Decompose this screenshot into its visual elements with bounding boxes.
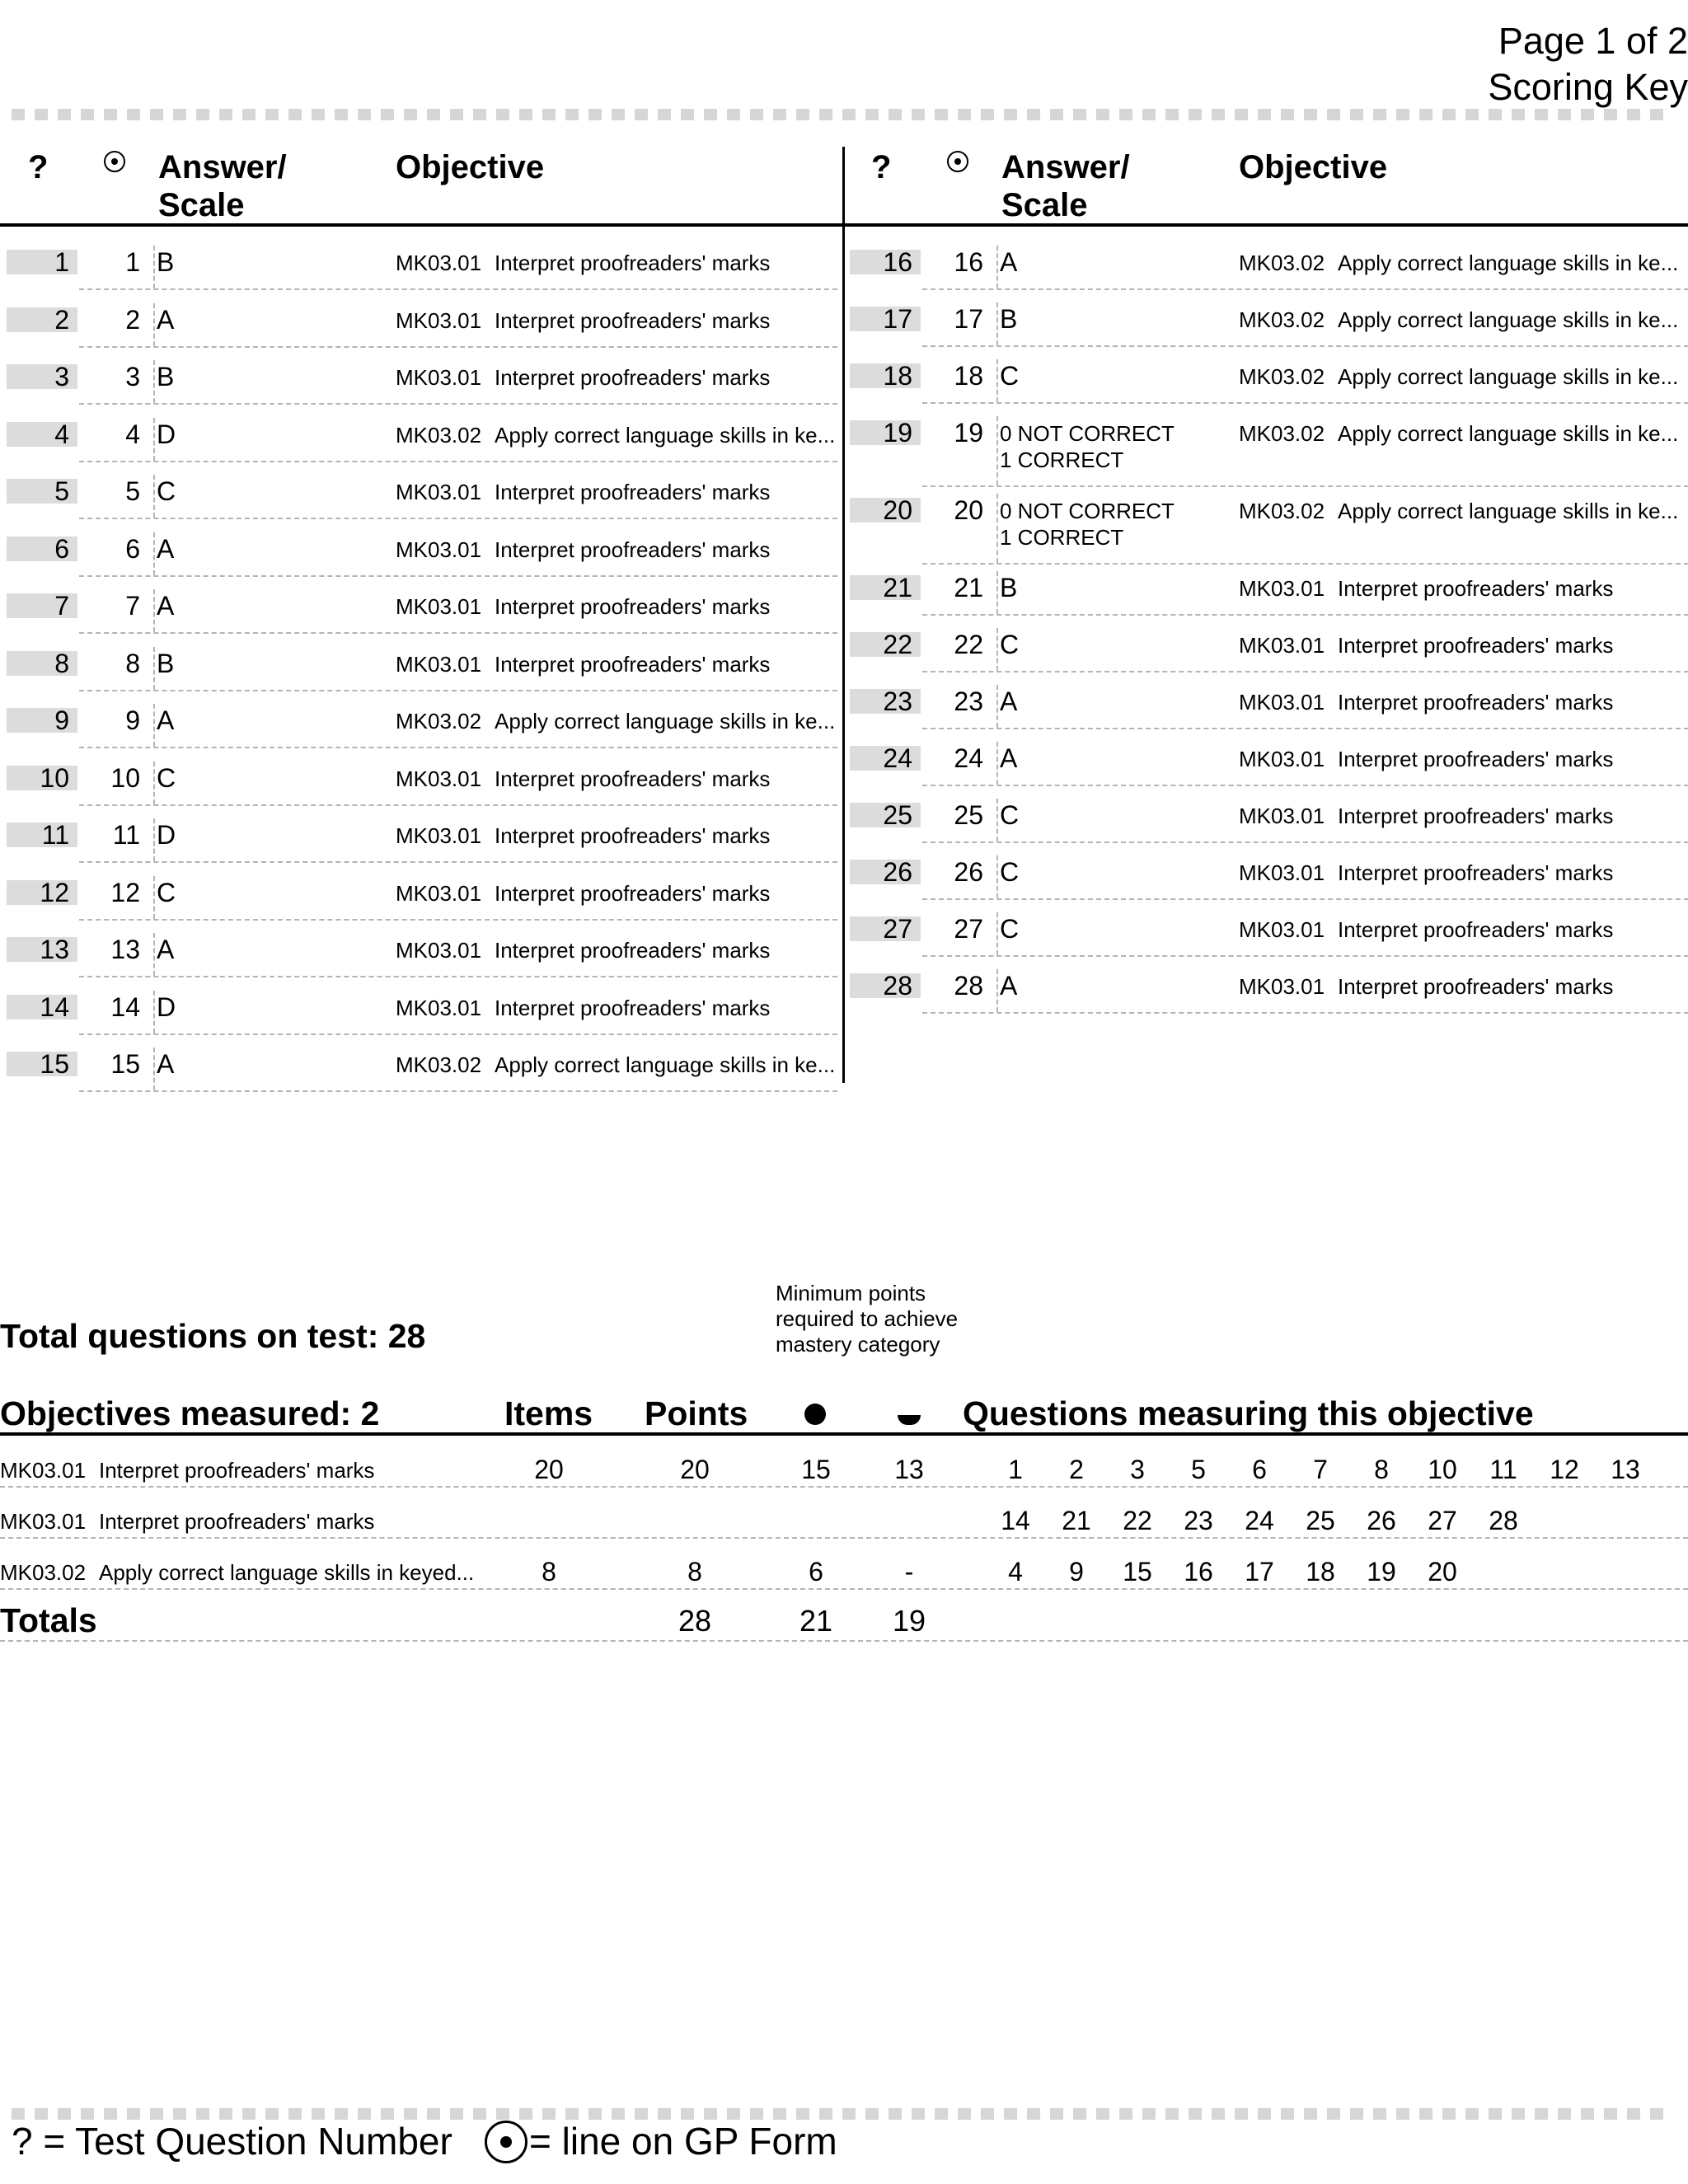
row-divider xyxy=(79,919,837,921)
radio-line-icon xyxy=(947,151,968,172)
question-number: 8 xyxy=(7,651,77,676)
answer-divider xyxy=(153,876,155,919)
summary-question-number: 2 xyxy=(1069,1455,1084,1484)
row-divider xyxy=(79,1090,837,1092)
gp-line-number: 1 xyxy=(125,247,140,277)
question-number: 28 xyxy=(850,973,921,998)
question-number: 27 xyxy=(850,916,921,941)
question-number: 13 xyxy=(7,937,77,962)
objective-description: Interpret proofreaders' marks xyxy=(495,594,771,619)
summary-items: 8 xyxy=(542,1557,556,1586)
answer-scale: D xyxy=(157,991,176,1022)
objective-description: Interpret proofreaders' marks xyxy=(1338,576,1614,601)
gp-line-number: 9 xyxy=(125,705,140,735)
question-number: 17 xyxy=(850,307,921,331)
row-divider xyxy=(79,976,837,977)
row-divider xyxy=(922,955,1688,957)
question-number: 18 xyxy=(850,363,921,388)
objective-code: MK03.01 xyxy=(1239,974,1325,999)
objective-code: MK03.01 xyxy=(1239,633,1325,658)
gp-line-number: 28 xyxy=(954,971,983,1001)
gp-line-number: 17 xyxy=(954,304,983,334)
objective-code: MK03.02 xyxy=(396,1052,482,1077)
row-divider xyxy=(922,485,1688,487)
question-number: 6 xyxy=(7,537,77,561)
answer-divider xyxy=(153,818,155,861)
objective-code: MK03.01 xyxy=(1239,576,1325,601)
summary-mastery: 15 xyxy=(801,1455,831,1484)
objective-code: MK03.01 xyxy=(396,880,482,906)
objective-description: Interpret proofreaders' marks xyxy=(495,938,771,963)
answer-scale: A xyxy=(157,533,175,564)
answer-divider xyxy=(996,416,998,485)
gp-line-number: 3 xyxy=(125,362,140,391)
summary-objective-description: Interpret proofreaders' marks xyxy=(99,1509,375,1534)
summary-question-number: 22 xyxy=(1123,1506,1152,1535)
objective-code: MK03.01 xyxy=(396,651,482,677)
gp-line-number: 13 xyxy=(110,935,140,964)
row-divider xyxy=(79,861,837,863)
row-divider xyxy=(922,841,1688,843)
summary-items: 20 xyxy=(534,1455,564,1484)
objective-description: Interpret proofreaders' marks xyxy=(495,823,771,848)
objective-description: Interpret proofreaders' marks xyxy=(495,766,771,791)
answer-scale: A xyxy=(157,935,175,964)
min-points-line2: required to achieve xyxy=(776,1306,959,1331)
objective-code: MK03.02 xyxy=(1239,251,1325,275)
objective-code: MK03.02 xyxy=(396,422,482,448)
question-number: 5 xyxy=(7,479,77,504)
objective-code: MK03.01 xyxy=(396,537,482,562)
summary-question-number: 6 xyxy=(1252,1455,1267,1484)
row-divider xyxy=(79,804,837,806)
question-number: 14 xyxy=(7,995,77,1019)
question-number: 22 xyxy=(850,632,921,657)
objective-description: Interpret proofreaders' marks xyxy=(1338,974,1614,999)
summary-question-number: 24 xyxy=(1245,1506,1274,1535)
question-number: 21 xyxy=(850,575,921,600)
row-divider xyxy=(79,461,837,462)
question-number: 23 xyxy=(850,689,921,714)
col-answer-left xyxy=(158,148,287,224)
summary-question-number: 21 xyxy=(1062,1506,1091,1535)
objective-description: Apply correct language skills in ke... xyxy=(495,422,836,448)
answer-divider xyxy=(153,1047,155,1090)
objective-code: MK03.02 xyxy=(1239,499,1325,523)
gp-line-number: 20 xyxy=(954,495,983,525)
column-divider xyxy=(842,147,845,1083)
answer-divider xyxy=(996,742,998,785)
summary-question-number: 1 xyxy=(1008,1455,1023,1484)
row-divider xyxy=(922,288,1688,290)
summary-question-number: 25 xyxy=(1306,1506,1335,1535)
answer-scale: C xyxy=(1000,857,1020,887)
question-number: 19 xyxy=(850,420,921,445)
summary-partial: 13 xyxy=(894,1455,924,1484)
answer-scale: B xyxy=(157,247,175,277)
objective-description: Interpret proofreaders' marks xyxy=(1338,804,1614,828)
answer-divider xyxy=(996,571,998,614)
summary-question-number: 18 xyxy=(1306,1557,1335,1586)
answer-scale: A xyxy=(157,1049,175,1079)
objective-description: Interpret proofreaders' marks xyxy=(495,307,771,333)
summary-objective-description: Interpret proofreaders' marks xyxy=(99,1458,375,1483)
gp-line-number: 25 xyxy=(954,800,983,830)
answer-scale: C xyxy=(157,476,176,506)
objective-description: Interpret proofreaders' marks xyxy=(1338,633,1614,658)
objective-code: MK03.02 xyxy=(1239,364,1325,389)
objective-code: MK03.01 xyxy=(1239,690,1325,715)
mastery-dot-icon xyxy=(804,1404,826,1425)
summary-mastery: 6 xyxy=(809,1557,823,1586)
col-q-right: ? xyxy=(871,149,892,185)
summary-question-number: 19 xyxy=(1367,1557,1396,1586)
totals-underline xyxy=(0,1640,1688,1642)
answer-divider xyxy=(996,359,998,402)
gp-line-number: 15 xyxy=(110,1049,140,1079)
totals-partial: 19 xyxy=(892,1604,926,1638)
objective-description: Apply correct language skills in ke... xyxy=(495,709,836,733)
summary-question-number: 3 xyxy=(1130,1455,1145,1484)
summary-question-number: 16 xyxy=(1184,1557,1213,1586)
summary-objective-description: Apply correct language skills in keyed... xyxy=(99,1560,475,1585)
col-objective-left: Objective xyxy=(396,149,545,185)
answer-scale: A xyxy=(157,705,175,735)
row-divider xyxy=(922,563,1688,565)
row-divider xyxy=(79,747,837,748)
summary-points: 8 xyxy=(687,1557,702,1586)
question-number: 10 xyxy=(7,766,77,790)
answer-divider xyxy=(996,799,998,841)
summary-question-number: 9 xyxy=(1069,1557,1084,1586)
summary-question-number: 23 xyxy=(1184,1506,1213,1535)
radio-line-icon xyxy=(485,2121,528,2163)
answer-scale: D xyxy=(157,820,176,850)
gp-line-number: 12 xyxy=(110,877,140,907)
gp-line-number: 16 xyxy=(954,247,983,277)
summary-question-number: 27 xyxy=(1428,1506,1457,1535)
objective-code: MK03.01 xyxy=(396,365,482,390)
summary-question-number: 28 xyxy=(1489,1506,1518,1535)
objective-description: Interpret proofreaders' marks xyxy=(1338,690,1614,715)
gp-line-number: 6 xyxy=(125,533,140,564)
objective-description: Interpret proofreaders' marks xyxy=(495,480,771,504)
gp-line-number: 23 xyxy=(954,687,983,716)
question-number: 7 xyxy=(7,593,77,618)
objective-description: Interpret proofreaders' marks xyxy=(495,537,771,562)
totals-points: 28 xyxy=(678,1604,712,1638)
answer-scale: C xyxy=(157,877,176,907)
objective-description: Interpret proofreaders' marks xyxy=(495,251,771,275)
answer-scale: 1 CORRECT xyxy=(1000,525,1124,550)
answer-scale: B xyxy=(157,648,175,678)
objective-code: MK03.01 xyxy=(396,594,482,619)
gp-line-number: 2 xyxy=(125,304,140,335)
answer-divider xyxy=(153,532,155,575)
row-divider xyxy=(922,402,1688,404)
objective-code: MK03.01 xyxy=(396,995,482,1020)
answer-divider xyxy=(996,302,998,345)
answer-divider xyxy=(996,912,998,955)
summary-question-number: 13 xyxy=(1611,1455,1640,1484)
gp-line-number: 19 xyxy=(954,418,983,448)
col-answer-line1: Answer/ xyxy=(158,149,287,185)
summary-question-number: 8 xyxy=(1374,1455,1389,1484)
answer-divider xyxy=(153,589,155,632)
answer-divider xyxy=(153,933,155,976)
answer-scale: 0 NOT CORRECT xyxy=(1000,421,1175,446)
summary-rule xyxy=(0,1432,1688,1436)
page-header xyxy=(1193,18,1688,110)
answer-scale: B xyxy=(1000,573,1018,602)
answer-scale: B xyxy=(1000,304,1018,334)
summary-row-divider xyxy=(0,1486,1688,1488)
objective-description: Apply correct language skills in ke... xyxy=(1338,251,1679,275)
answer-divider xyxy=(153,360,155,403)
partial-mastery-icon xyxy=(898,1415,921,1425)
summary-row-divider xyxy=(0,1537,1688,1539)
summary-question-number: 14 xyxy=(1001,1506,1030,1535)
objective-code: MK03.01 xyxy=(396,480,482,504)
gp-line-number: 18 xyxy=(954,361,983,391)
objective-code: MK03.01 xyxy=(396,823,482,848)
summary-partial: - xyxy=(904,1557,914,1586)
objective-description: Apply correct language skills in ke... xyxy=(1338,364,1679,389)
question-number: 4 xyxy=(7,422,77,447)
objective-code: MK03.01 xyxy=(396,938,482,963)
radio-line-icon xyxy=(104,151,125,172)
question-number: 2 xyxy=(7,307,77,332)
question-number: 16 xyxy=(850,250,921,274)
items-header: Items xyxy=(504,1394,593,1432)
objective-description: Interpret proofreaders' marks xyxy=(1338,860,1614,885)
page-title: Scoring Key xyxy=(1488,66,1688,108)
summary-question-number: 10 xyxy=(1428,1455,1457,1484)
answer-divider xyxy=(153,475,155,518)
min-points-line1: Minimum points xyxy=(776,1281,926,1305)
gp-line-number: 8 xyxy=(125,648,140,678)
min-points-line3: mastery category xyxy=(776,1332,940,1357)
row-divider xyxy=(922,614,1688,616)
objective-description: Apply correct language skills in ke... xyxy=(1338,421,1679,446)
answer-divider xyxy=(153,647,155,690)
row-divider xyxy=(79,403,837,405)
answer-divider xyxy=(996,855,998,898)
answer-scale: A xyxy=(1000,971,1018,1001)
col-answer-line2: Scale xyxy=(158,187,245,223)
objective-code: MK03.01 xyxy=(1239,860,1325,885)
objective-code: MK03.02 xyxy=(396,709,482,733)
objective-code: MK03.02 xyxy=(1239,307,1325,332)
top-dotted-divider xyxy=(12,109,1668,120)
question-number: 3 xyxy=(7,364,77,389)
objective-description: Apply correct language skills in ke... xyxy=(1338,307,1679,332)
row-divider xyxy=(79,288,837,290)
answer-divider xyxy=(996,494,998,563)
answer-scale: C xyxy=(157,762,176,793)
objective-description: Apply correct language skills in ke... xyxy=(1338,499,1679,523)
gp-line-number: 22 xyxy=(954,630,983,659)
row-divider xyxy=(922,345,1688,347)
gp-line-number: 26 xyxy=(954,857,983,887)
answer-scale: A xyxy=(1000,247,1018,277)
objective-code: MK03.01 xyxy=(1239,804,1325,828)
gp-line-number: 7 xyxy=(125,591,140,621)
summary-question-number: 20 xyxy=(1428,1557,1457,1586)
answer-scale: D xyxy=(157,419,176,449)
gp-line-number: 11 xyxy=(112,820,140,850)
question-number: 11 xyxy=(7,823,77,847)
min-points-note xyxy=(776,1281,958,1357)
row-divider xyxy=(922,1012,1688,1014)
summary-row-divider xyxy=(0,1588,1688,1590)
answer-divider xyxy=(153,303,155,346)
row-divider xyxy=(922,898,1688,900)
answer-scale: C xyxy=(1000,630,1020,659)
objective-description: Interpret proofreaders' marks xyxy=(495,995,771,1020)
col-answer-line2: Scale xyxy=(1001,187,1088,223)
answer-divider xyxy=(996,969,998,1012)
summary-question-number: 5 xyxy=(1191,1455,1206,1484)
answer-scale: A xyxy=(1000,687,1018,716)
objective-description: Interpret proofreaders' marks xyxy=(495,880,771,906)
question-number: 15 xyxy=(7,1052,77,1076)
summary-points: 20 xyxy=(680,1455,710,1484)
answer-divider xyxy=(996,628,998,671)
row-divider xyxy=(79,632,837,634)
summary-question-number: 11 xyxy=(1489,1455,1517,1484)
row-divider xyxy=(79,690,837,691)
question-number: 25 xyxy=(850,803,921,827)
row-divider xyxy=(922,785,1688,786)
row-divider xyxy=(922,728,1688,729)
answer-scale: 1 CORRECT xyxy=(1000,448,1124,472)
objective-code: MK03.01 xyxy=(1239,747,1325,771)
row-divider xyxy=(79,575,837,577)
summary-objective-code: MK03.01 xyxy=(0,1509,87,1534)
summary-question-number: 26 xyxy=(1367,1506,1396,1535)
legend-question-number: ? = Test Question Number xyxy=(12,2120,452,2163)
legend-gp-line: = line on GP Form xyxy=(529,2120,837,2163)
summary-question-number: 4 xyxy=(1008,1557,1023,1586)
question-number: 12 xyxy=(7,880,77,905)
questions-header: Questions measuring this objective xyxy=(963,1394,1534,1432)
row-divider xyxy=(79,346,837,348)
question-number: 9 xyxy=(7,708,77,733)
answer-scale: A xyxy=(157,304,175,335)
row-divider xyxy=(79,1033,837,1035)
objective-description: Interpret proofreaders' marks xyxy=(1338,917,1614,942)
col-objective-right: Objective xyxy=(1239,149,1388,185)
objective-description: Apply correct language skills in ke... xyxy=(495,1052,836,1077)
summary-question-number: 7 xyxy=(1313,1455,1328,1484)
answer-divider xyxy=(153,991,155,1033)
answer-scale: 0 NOT CORRECT xyxy=(1000,499,1175,523)
answer-scale: C xyxy=(1000,361,1020,391)
question-number: 26 xyxy=(850,860,921,884)
totals-mastery: 21 xyxy=(799,1604,833,1638)
summary-objective-code: MK03.02 xyxy=(0,1560,87,1585)
gp-line-number: 10 xyxy=(110,762,140,793)
col-q-left: ? xyxy=(28,149,49,185)
answer-scale: C xyxy=(1000,914,1020,944)
objective-description: Interpret proofreaders' marks xyxy=(495,651,771,677)
question-number: 24 xyxy=(850,746,921,771)
total-questions: Total questions on test: 28 xyxy=(0,1317,426,1355)
summary-question-number: 15 xyxy=(1123,1557,1152,1586)
summary-question-number: 17 xyxy=(1245,1557,1274,1586)
col-answer-right xyxy=(1001,148,1130,224)
gp-line-number: 21 xyxy=(954,573,983,602)
answer-divider xyxy=(996,685,998,728)
objective-code: MK03.01 xyxy=(396,307,482,333)
objectives-measured: Objectives measured: 2 xyxy=(0,1394,380,1432)
question-number: 1 xyxy=(7,250,77,274)
answer-scale: C xyxy=(1000,800,1020,830)
row-divider xyxy=(79,518,837,519)
summary-objective-code: MK03.01 xyxy=(0,1458,87,1483)
totals-label: Totals xyxy=(0,1601,97,1639)
gp-line-number: 27 xyxy=(954,914,983,944)
objective-code: MK03.01 xyxy=(396,766,482,791)
answer-divider xyxy=(153,246,155,288)
answer-scale: A xyxy=(1000,743,1018,773)
answer-divider xyxy=(153,704,155,747)
gp-line-number: 24 xyxy=(954,743,983,773)
row-divider xyxy=(922,671,1688,673)
objective-code: MK03.01 xyxy=(396,251,482,275)
answer-divider xyxy=(153,762,155,804)
objective-description: Interpret proofreaders' marks xyxy=(1338,747,1614,771)
objective-code: MK03.02 xyxy=(1239,421,1325,446)
gp-line-number: 4 xyxy=(125,419,140,449)
answer-divider xyxy=(996,246,998,288)
gp-line-number: 5 xyxy=(125,476,140,506)
question-number: 20 xyxy=(850,498,921,523)
answer-scale: A xyxy=(157,591,175,621)
page-number: Page 1 of 2 xyxy=(1498,20,1688,62)
summary-question-number: 12 xyxy=(1550,1455,1579,1484)
answer-divider xyxy=(153,418,155,461)
col-answer-line1: Answer/ xyxy=(1001,149,1130,185)
objective-description: Interpret proofreaders' marks xyxy=(495,365,771,390)
gp-line-number: 14 xyxy=(110,991,140,1022)
objective-code: MK03.01 xyxy=(1239,917,1325,942)
points-header: Points xyxy=(645,1394,748,1432)
answer-scale: B xyxy=(157,362,175,391)
